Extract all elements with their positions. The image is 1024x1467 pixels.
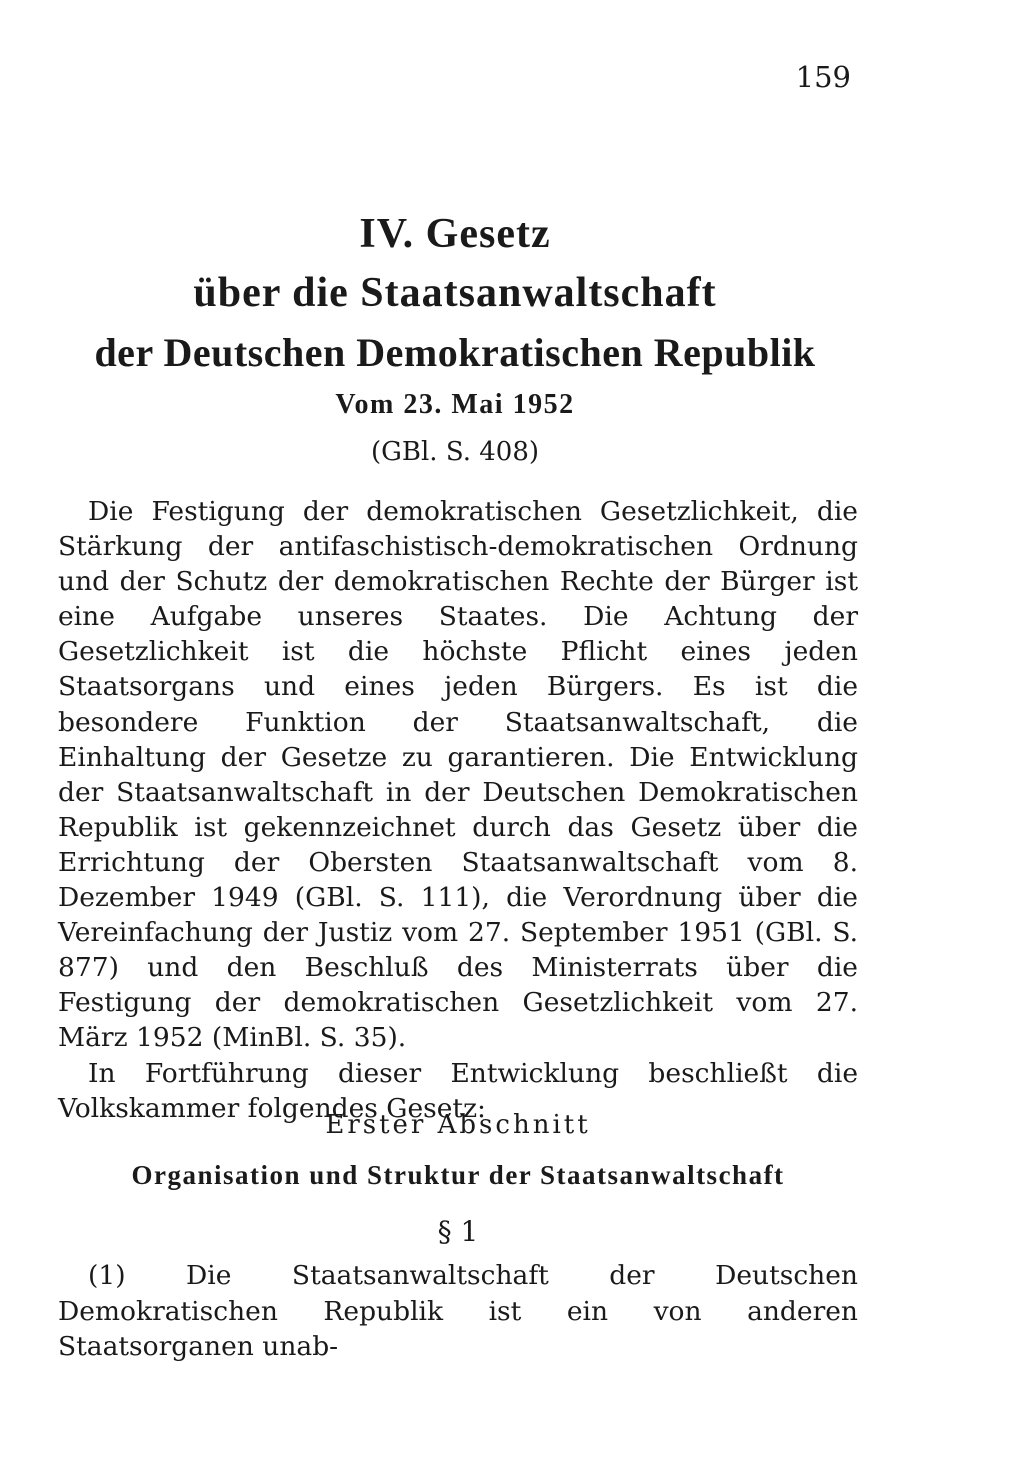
section-text [58, 1258, 858, 1365]
preamble-paragraph-2: In Fortführung dieser Entwicklung beschließt die Volkskammer folgendes Gesetz: [58, 1057, 858, 1124]
law-title-line-3: der Deutschen Demokratischen Republik [94, 330, 816, 375]
law-title-block [55, 205, 855, 472]
preamble-paragraph-1: Die Festigung der demokratischen Gesetzlichkeit, die Stärkung der antifaschistisch-demokratischen Ordnung und der Schutz der demokratischen Rechte der Bürger ist eine Aufgabe unseres Staates. Die Achtung der Gesetzlichkeit ist die höchste Pflicht eines jeden Staatsorgans und eines jeden Bürgers. Es ist die besondere Funktion der Staatsanwaltschaft, die Einhaltung der Gesetze zu garantieren. Die Entwicklung der Staatsanwaltschaft in der Deutschen Demokratischen Republik ist gekennzeichnet durch das Gesetz über die Errichtung der Obersten Staatsanwaltschaft vom 8. Dezember 1949 (GBl. S. 111), die Verordnung über die Vereinfachung der Justiz vom 27. September 1951 (GBl. S. 877) und den Beschluß des Ministerrats über die Festigung der demokratischen Gesetzlichkeit vom 27. März 1952 (MinBl. S. 35). [58, 496, 858, 1054]
preamble [58, 494, 858, 1126]
law-title-line-2: über die Staatsanwaltschaft [193, 270, 717, 316]
section-title: Organisation und Struktur der Staatsanwaltschaft [131, 1160, 785, 1190]
section-paragraph-1: (1) Die Staatsanwaltschaft der Deutschen Demokratischen Republik ist ein von anderen Staatsorganen unab- [58, 1260, 858, 1362]
law-title-line-1: IV. Gesetz [359, 211, 551, 257]
paragraph-mark: § 1 [437, 1215, 479, 1248]
page-number: 159 [795, 60, 851, 94]
law-source-reference: (GBl. S. 408) [370, 437, 540, 467]
law-date: Vom 23. Mai 1952 [335, 389, 575, 420]
section-heading: Erster Abschnitt [325, 1110, 591, 1140]
